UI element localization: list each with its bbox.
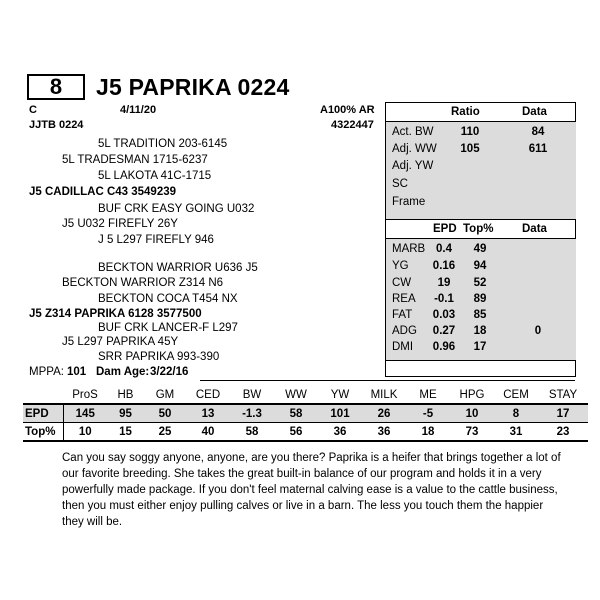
data-header: Data <box>522 106 547 118</box>
top-value: 10 <box>63 423 107 442</box>
carcass-label: YG <box>392 260 409 272</box>
epd-value: 58 <box>274 404 318 423</box>
epd-header-row <box>23 386 588 404</box>
epd-header: EPD <box>433 223 457 235</box>
carcass-top: 94 <box>473 260 487 272</box>
carcass-epd: -0.1 <box>434 293 454 305</box>
carcass-epd: 19 <box>437 277 451 289</box>
carcass-epd: 0.27 <box>432 325 456 337</box>
pedigree-dam-dam: J5 L297 PAPRIKA 45Y <box>62 336 179 348</box>
epd-col-header: CED <box>186 386 230 404</box>
carcass-top: 18 <box>473 325 487 337</box>
ratio-header-bar <box>385 102 576 122</box>
top-percent-row <box>23 423 588 442</box>
epd-value: 10 <box>450 404 494 423</box>
top-value: 36 <box>362 423 406 442</box>
epd-row-label: EPD <box>23 404 63 423</box>
perf-label: SC <box>392 178 408 190</box>
pedigree-sire-dam-dam: J 5 L297 FIREFLY 946 <box>98 234 214 246</box>
epd-values-row <box>23 404 588 423</box>
epd-col-header: ME <box>406 386 450 404</box>
pedigree-sire-sire: 5L TRADESMAN 1715-6237 <box>62 154 208 166</box>
carcass-label: CW <box>392 277 412 289</box>
registration-type: A100% AR <box>320 104 375 116</box>
epd-col-header: WW <box>274 386 318 404</box>
pedigree-dam-dam-dam: SRR PAPRIKA 993-390 <box>98 351 220 363</box>
epd-value: 101 <box>318 404 362 423</box>
carcass-top: 49 <box>473 243 487 255</box>
top-value: 36 <box>318 423 362 442</box>
epd-col-header: STAY <box>538 386 588 404</box>
perf-ratio: 105 <box>460 143 480 155</box>
carcass-data-header: Data <box>522 223 547 235</box>
top-header: Top% <box>463 223 494 235</box>
panel-footer-bar <box>385 360 576 377</box>
epd-value: 95 <box>107 404 144 423</box>
animal-name: J5 PAPRIKA 0224 <box>96 74 290 100</box>
ratio-header: Ratio <box>451 106 480 118</box>
perf-data: 84 <box>531 126 545 138</box>
perf-label: Adj. YW <box>392 160 434 172</box>
epd-value: 50 <box>144 404 186 423</box>
pedigree-dam-sire: BECKTON WARRIOR Z314 N6 <box>62 277 224 289</box>
perf-label: Adj. WW <box>392 143 437 155</box>
top-value: 25 <box>144 423 186 442</box>
pedigree-sire-dam: J5 U032 FIREFLY 26Y <box>62 218 178 230</box>
top-row-label: Top% <box>23 423 63 442</box>
top-value: 18 <box>406 423 450 442</box>
carcass-label: MARB <box>392 243 426 255</box>
pedigree-sire-dam-sire: BUF CRK EASY GOING U032 <box>98 203 255 215</box>
epd-col-header: ProS <box>63 386 107 404</box>
perf-label: Act. BW <box>392 126 434 138</box>
top-value: 40 <box>186 423 230 442</box>
epd-col-header: HPG <box>450 386 494 404</box>
carcass-label: ADG <box>392 325 417 337</box>
carcass-epd: 0.96 <box>432 341 456 353</box>
pedigree-sire-sire-sire: 5L TRADITION 203-6145 <box>98 138 228 150</box>
mppa-label: MPPA: <box>29 366 64 378</box>
perf-label: Frame <box>392 196 426 208</box>
mppa-value: 101 <box>67 366 87 378</box>
epd-col-header: BW <box>230 386 274 404</box>
pedigree-dam-dam-sire: BUF CRK LANCER-F L297 <box>98 322 238 334</box>
sex: C <box>29 104 37 116</box>
epd-value: 8 <box>494 404 538 423</box>
lot-number: 8 <box>27 74 85 100</box>
carcass-data: 0 <box>534 325 542 337</box>
top-value: 23 <box>538 423 588 442</box>
mppa-divider <box>200 380 575 381</box>
pedigree-dam-sire-sire: BECKTON WARRIOR U636 J5 <box>98 262 258 274</box>
tattoo: JJTB 0224 <box>29 119 84 131</box>
panel-left-border <box>385 102 386 377</box>
dam-age-label: Dam Age: <box>96 366 150 378</box>
carcass-epd: 0.4 <box>436 243 452 255</box>
carcass-epd: 0.03 <box>432 309 456 321</box>
perf-ratio: 110 <box>460 126 480 138</box>
epd-value: 13 <box>186 404 230 423</box>
epd-col-header: YW <box>318 386 362 404</box>
carcass-top: 89 <box>473 293 487 305</box>
description: Can you say soggy anyone, anyone, are you there? Paprika is a heifer that brings together a lot of our favorite breeding. She takes the great built-in balance of our program and holds it in a very powerfully made package. If you don't feel maternal calving ease is a value to the cattle business, then you must either enjoy pulling calves or live in a barn. The less you touch them the happier they will be. <box>62 452 561 528</box>
epd-corner-cell <box>23 386 63 404</box>
carcass-epd: 0.16 <box>432 260 456 272</box>
epd-value: 145 <box>63 404 107 423</box>
pedigree-dam: J5 Z314 PAPRIKA 6128 3577500 <box>29 308 202 320</box>
top-value: 15 <box>107 423 144 442</box>
epd-table <box>23 386 588 442</box>
epd-col-header: CEM <box>494 386 538 404</box>
epd-value: -5 <box>406 404 450 423</box>
pedigree-dam-sire-dam: BECKTON COCA T454 NX <box>98 293 238 305</box>
carcass-top: 17 <box>473 341 487 353</box>
top-value: 58 <box>230 423 274 442</box>
carcass-top: 85 <box>473 309 487 321</box>
carcass-label: REA <box>392 293 416 305</box>
perf-data: 611 <box>528 143 548 155</box>
epd-col-header: GM <box>144 386 186 404</box>
epd-value: 26 <box>362 404 406 423</box>
carcass-top: 52 <box>473 277 487 289</box>
pedigree-sire: J5 CADILLAC C43 3549239 <box>29 186 177 198</box>
top-value: 56 <box>274 423 318 442</box>
epd-col-header: MILK <box>362 386 406 404</box>
birth-date: 4/11/20 <box>120 104 157 116</box>
carcass-label: FAT <box>392 309 413 321</box>
pedigree-sire-sire-dam: 5L LAKOTA 41C-1715 <box>98 170 212 182</box>
top-value: 73 <box>450 423 494 442</box>
epd-value: 17 <box>538 404 588 423</box>
dam-age: 3/22/16 <box>150 366 189 378</box>
epd-value: -1.3 <box>230 404 274 423</box>
carcass-label: DMI <box>392 341 414 353</box>
registration-number: 4322447 <box>331 119 374 131</box>
top-value: 31 <box>494 423 538 442</box>
epd-col-header: HB <box>107 386 144 404</box>
